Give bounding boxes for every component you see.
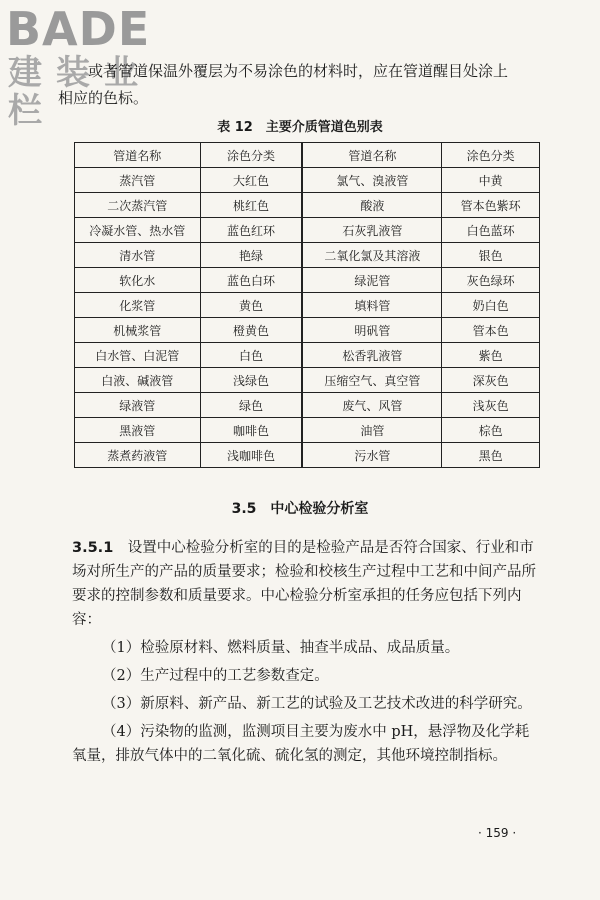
table-cell: 咖啡色 — [200, 418, 302, 443]
header-pipe-name-1: 管道名称 — [75, 143, 201, 168]
page-number: · 159 · — [478, 826, 517, 840]
header-color-class-1: 涂色分类 — [200, 143, 302, 168]
table-cell: 白水管、白泥管 — [75, 343, 201, 368]
table-cell: 油管 — [302, 418, 442, 443]
header-color-class-2: 涂色分类 — [442, 143, 540, 168]
table-cell: 软化水 — [75, 268, 201, 293]
table-cell: 浅绿色 — [200, 368, 302, 393]
table-row — [75, 168, 540, 193]
table-cell: 银色 — [442, 243, 540, 268]
table-header-row — [75, 143, 540, 168]
table-cell: 石灰乳液管 — [302, 218, 442, 243]
table-cell: 浅咖啡色 — [200, 443, 302, 468]
table-cell: 机械浆管 — [75, 318, 201, 343]
table-cell: 管本色 — [442, 318, 540, 343]
intro-paragraph — [58, 58, 548, 112]
table-cell: 蒸煮药液管 — [75, 443, 201, 468]
table-row — [75, 393, 540, 418]
list-item: （4）污染物的监测，监测项目主要为废水中 pH，悬浮物及化学耗氧量，排放气体中的二氧化硫、硫化氢的测定，其他环境控制指标。 — [72, 724, 530, 764]
list-item: （1）检验原材料、燃料质量、抽查半成品、成品质量。 — [102, 640, 460, 656]
table-cell: 灰色绿环 — [442, 268, 540, 293]
section-title: 3.5 中心检验分析室 — [231, 501, 369, 517]
table-cell: 废气、风管 — [302, 393, 442, 418]
table-title: 表 12 主要介质管道色别表 — [217, 120, 383, 135]
table-cell: 蒸汽管 — [75, 168, 201, 193]
table-cell: 奶白色 — [442, 293, 540, 318]
table-cell: 浅灰色 — [442, 393, 540, 418]
table-cell: 黑液管 — [75, 418, 201, 443]
table-cell: 中黄 — [442, 168, 540, 193]
table-cell: 冷凝水管、热水管 — [75, 218, 201, 243]
table-cell: 深灰色 — [442, 368, 540, 393]
table-cell: 绿液管 — [75, 393, 201, 418]
table-row — [75, 318, 540, 343]
table-cell: 清水管 — [75, 243, 201, 268]
table-cell: 酸液 — [302, 193, 442, 218]
table-cell: 桃红色 — [200, 193, 302, 218]
table-cell: 明矾管 — [302, 318, 442, 343]
table-cell: 大红色 — [200, 168, 302, 193]
table-cell: 化浆管 — [75, 293, 201, 318]
table-row — [75, 443, 540, 468]
table-cell: 填料管 — [302, 293, 442, 318]
table-cell: 氯气、溴液管 — [302, 168, 442, 193]
clause-number: 3.5.1 — [72, 540, 114, 556]
watermark-cjk: 建装业栏 — [8, 53, 152, 131]
table-cell: 白液、碱液管 — [75, 368, 201, 393]
clause-text: 设置中心检验分析室的目的是检验产品是否符合国家、行业和市场对所生产的产品的质量要求；检验和校核生产过程中工艺和中间产品所要求的控制参数和质量要求。中心检验分析室承担的任务应包括下列内容： — [72, 540, 536, 628]
table-cell: 白色蓝环 — [442, 218, 540, 243]
table-cell: 松香乳液管 — [302, 343, 442, 368]
table-row — [75, 343, 540, 368]
table-cell: 黄色 — [200, 293, 302, 318]
pipe-color-table — [74, 142, 540, 468]
table-cell: 蓝色红环 — [200, 218, 302, 243]
table-cell: 艳绿 — [200, 243, 302, 268]
table-row — [75, 243, 540, 268]
table-cell: 黑色 — [442, 443, 540, 468]
table-row — [75, 218, 540, 243]
intro-line-2: 相应的色标。 — [58, 89, 149, 107]
table-cell: 管本色紫环 — [442, 193, 540, 218]
clause-paragraph — [72, 536, 542, 632]
table-cell: 蓝色白环 — [200, 268, 302, 293]
watermark-latin: BADE — [6, 2, 151, 56]
table-row — [75, 293, 540, 318]
list-item: （2）生产过程中的工艺参数查定。 — [102, 668, 329, 684]
table-cell: 橙黄色 — [200, 318, 302, 343]
table-row — [75, 368, 540, 393]
table-cell: 二次蒸汽管 — [75, 193, 201, 218]
table-row — [75, 418, 540, 443]
list-item: （3）新原料、新产品、新工艺的试验及工艺技术改进的科学研究。 — [102, 696, 532, 712]
table-cell: 绿泥管 — [302, 268, 442, 293]
table-cell: 压缩空气、真空管 — [302, 368, 442, 393]
table-cell: 棕色 — [442, 418, 540, 443]
table-cell: 紫色 — [442, 343, 540, 368]
table-cell: 绿色 — [200, 393, 302, 418]
clause-body — [72, 536, 542, 772]
intro-line-1: 或者管道保温外覆层为不易涂色的材料时，应在管道醒目处涂上 — [88, 62, 509, 80]
table-row — [75, 268, 540, 293]
table-cell: 白色 — [200, 343, 302, 368]
table-row — [75, 193, 540, 218]
table-cell: 污水管 — [302, 443, 442, 468]
header-pipe-name-2: 管道名称 — [302, 143, 442, 168]
table-cell: 二氧化氯及其溶液 — [302, 243, 442, 268]
